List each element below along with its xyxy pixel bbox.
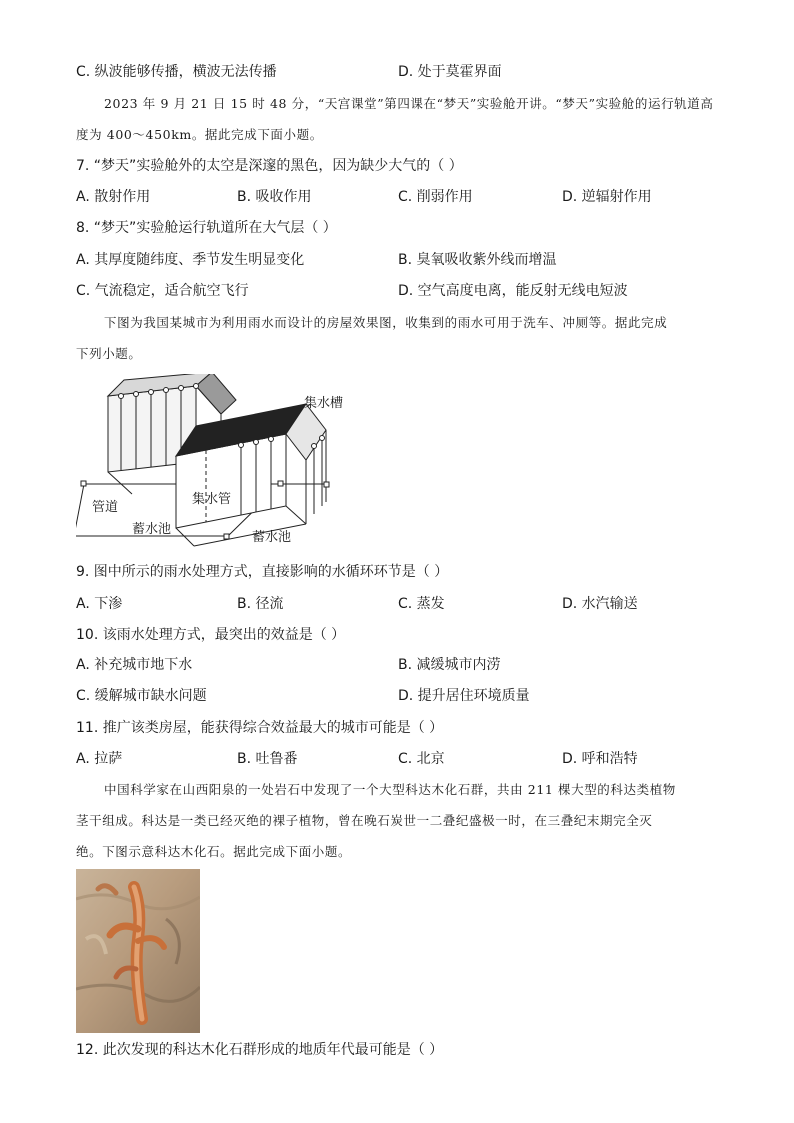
q11-option-c: C. 北京 (398, 751, 445, 767)
q11-option-a: A. 拉萨 (76, 751, 123, 767)
q9-option-a: A. 下渗 (76, 596, 123, 612)
q6-option-d: D. 处于莫霍界面 (398, 64, 502, 80)
q9-option-d: D. 水汽输送 (562, 596, 638, 612)
q12-stem: 12. 此次发现的科达木化石群形成的地质年代最可能是（ ） (76, 1042, 444, 1058)
fossil-image (76, 869, 200, 1033)
q10-stem: 10. 该雨水处理方式，最突出的效益是（ ） (76, 627, 346, 643)
q6-option-c: C. 纵波能够传播，横波无法传播 (76, 64, 277, 80)
label-collect-pipe: 集水管 (192, 492, 232, 507)
q11-stem: 11. 推广该类房屋，能获得综合效益最大的城市可能是（ ） (76, 720, 444, 736)
q7-option-c: C. 削弱作用 (398, 189, 473, 205)
q7-option-d: D. 逆辐射作用 (562, 189, 652, 205)
intro-fossil-line2: 茎干组成。科达是一类已经灭绝的裸子植物，曾在晚石炭世一二叠纪盛极一时，在三叠纪末期完全灭 (76, 813, 653, 828)
intro-fossil-line3: 绝。下图示意科达木化石。据此完成下面小题。 (76, 844, 352, 859)
intro-tiangong-line2: 度为 400～450km。据此完成下面小题。 (76, 127, 323, 142)
q8-option-d: D. 空气高度电离，能反射无线电短波 (398, 283, 628, 299)
label-pipe: 管道 (92, 500, 119, 515)
q10-option-c: C. 缓解城市缺水问题 (76, 688, 207, 704)
q8-option-b: B. 臭氧吸收紫外线而增温 (398, 252, 557, 268)
label-gutter: 集水槽 (304, 396, 344, 411)
q9-stem: 9. 图中所示的雨水处理方式，直接影响的水循环环节是（ ） (76, 564, 449, 580)
q10-option-d: D. 提升居住环境质量 (398, 688, 530, 704)
q7-stem: 7. “梦天”实验舱外的太空是深邃的黑色，因为缺少大气的（ ） (76, 158, 463, 174)
intro-tiangong-line1: 2023 年 9 月 21 日 15 时 48 分，“天宫课堂”第四课在“梦天”实验舱开讲。“梦天”实验舱的运行轨道高 (104, 96, 714, 111)
q11-option-b: B. 吐鲁番 (237, 751, 298, 767)
rainwater-house-figure (76, 374, 366, 550)
intro-fossil-line1: 中国科学家在山西阳泉的一处岩石中发现了一个大型科达木化石群，共由 211 棵大型的科达类植物 (104, 782, 676, 797)
q8-option-c: C. 气流稳定，适合航空飞行 (76, 283, 249, 299)
q7-option-b: B. 吸收作用 (237, 189, 312, 205)
q8-stem: 8. “梦天”实验舱运行轨道所在大气层（ ） (76, 220, 337, 236)
cordaites-fossil-photo (76, 869, 200, 1033)
q9-option-b: B. 径流 (237, 596, 284, 612)
q10-option-a: A. 补充城市地下水 (76, 657, 193, 673)
intro-rain-line1: 下图为我国某城市为利用雨水而设计的房屋效果图，收集到的雨水可用于洗车、冲厕等。据此完成 (104, 315, 668, 330)
label-tank-2: 蓄水池 (252, 530, 292, 545)
q7-option-a: A. 散射作用 (76, 189, 151, 205)
q9-option-c: C. 蒸发 (398, 596, 445, 612)
q10-option-b: B. 减缓城市内涝 (398, 657, 501, 673)
intro-rain-line2: 下列小题。 (76, 346, 142, 361)
label-tank-1: 蓄水池 (132, 522, 172, 537)
q11-option-d: D. 呼和浩特 (562, 751, 638, 767)
q8-option-a: A. 其厚度随纬度、季节发生明显变化 (76, 252, 305, 268)
